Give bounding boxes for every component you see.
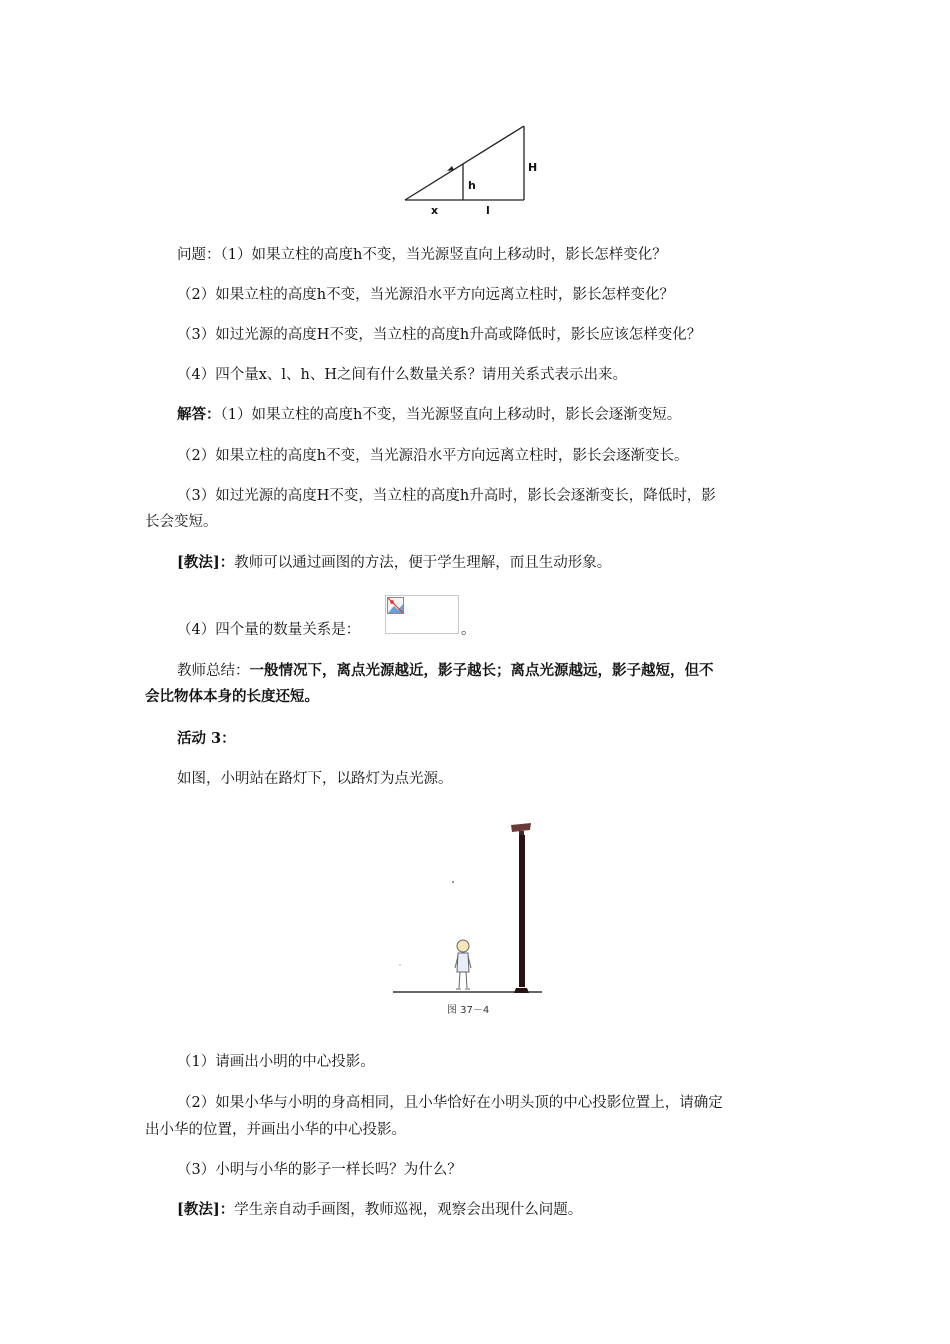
label-x: x	[431, 204, 439, 217]
answer-1: （1）如果立柱的高度h不变，当光源竖直向上移动时，影长会逐渐变短。	[220, 407, 682, 423]
task-2-line1: （2）如果小华与小明的身高相同，且小华恰好在小明头顶的中心投影位置上，请确定	[177, 1095, 723, 1111]
teaching-method-2	[177, 1200, 582, 1220]
street-lamp-figure	[390, 820, 550, 1005]
activity-3-title: 活动 3：	[177, 730, 236, 747]
method-text: 教师可以通过画图的方法，便于学生理解，而且生动形象。	[234, 555, 612, 571]
teacher-summary-line2: 会比物体本身的长度还短。	[145, 688, 319, 705]
teacher-summary-line1	[177, 661, 714, 681]
question-2: （2）如果立柱的高度h不变，当光源沿水平方向远离立柱时，影长怎样变化？	[177, 287, 675, 303]
answer-3-line2: 长会变短。	[145, 514, 218, 530]
boy-figure-icon	[455, 940, 471, 989]
activity-3-intro: 如图，小明站在路灯下，以路灯为点光源。	[177, 771, 453, 787]
formula-image-placeholder	[385, 595, 459, 634]
teaching-method-1	[177, 553, 611, 573]
answers-label: 解答：	[177, 406, 221, 423]
method-label: [教法]：	[177, 554, 235, 571]
label-H: H	[528, 161, 538, 174]
label-h: h	[468, 179, 476, 192]
street-lamp-icon	[511, 823, 531, 993]
answer-4-end: 。	[461, 622, 476, 638]
task-2-line2: 出小华的位置，并画出小华的中心投影。	[145, 1122, 406, 1138]
triangle-diagram	[400, 120, 540, 220]
light-ray	[405, 126, 524, 200]
answer-4-text: （4）四个量的数量关系是：	[177, 622, 361, 638]
summary-bold-1: 一般情况下，离点光源越近，影子越长；离点光源越远，影子越短，但不	[249, 662, 714, 679]
summary-prefix: 教师总结：	[177, 663, 250, 679]
question-3: （3）如过光源的高度H不变，当立柱的高度h升高或降低时，影长应该怎样变化？	[177, 327, 702, 343]
question-1: 问题：（1）如果立柱的高度h不变，当光源竖直向上移动时，影长怎样变化？	[177, 247, 667, 263]
answer-3-line1: （3）如过光源的高度H不变，当立柱的高度h升高时，影长会逐渐变长，降低时，影	[177, 488, 716, 504]
label-l: l	[486, 204, 490, 217]
task-1: （1）请画出小明的中心投影。	[177, 1054, 375, 1070]
figure-caption: 图 37－4	[447, 1005, 490, 1016]
task-3: （3）小明与小华的影子一样长吗？为什么？	[177, 1162, 462, 1178]
answer-2: （2）如果立柱的高度h不变，当光源沿水平方向远离立柱时，影长会逐渐变长。	[177, 448, 689, 464]
question-4: （4）四个量x、l、h、H之间有什么数量关系？请用关系式表示出来。	[177, 367, 628, 383]
broken-image-icon	[387, 597, 405, 615]
method-text-2: 学生亲自动手画图，教师巡视，观察会出现什么问题。	[234, 1202, 583, 1218]
method-label-2: [教法]：	[177, 1201, 235, 1218]
answer-1-line	[177, 405, 681, 425]
